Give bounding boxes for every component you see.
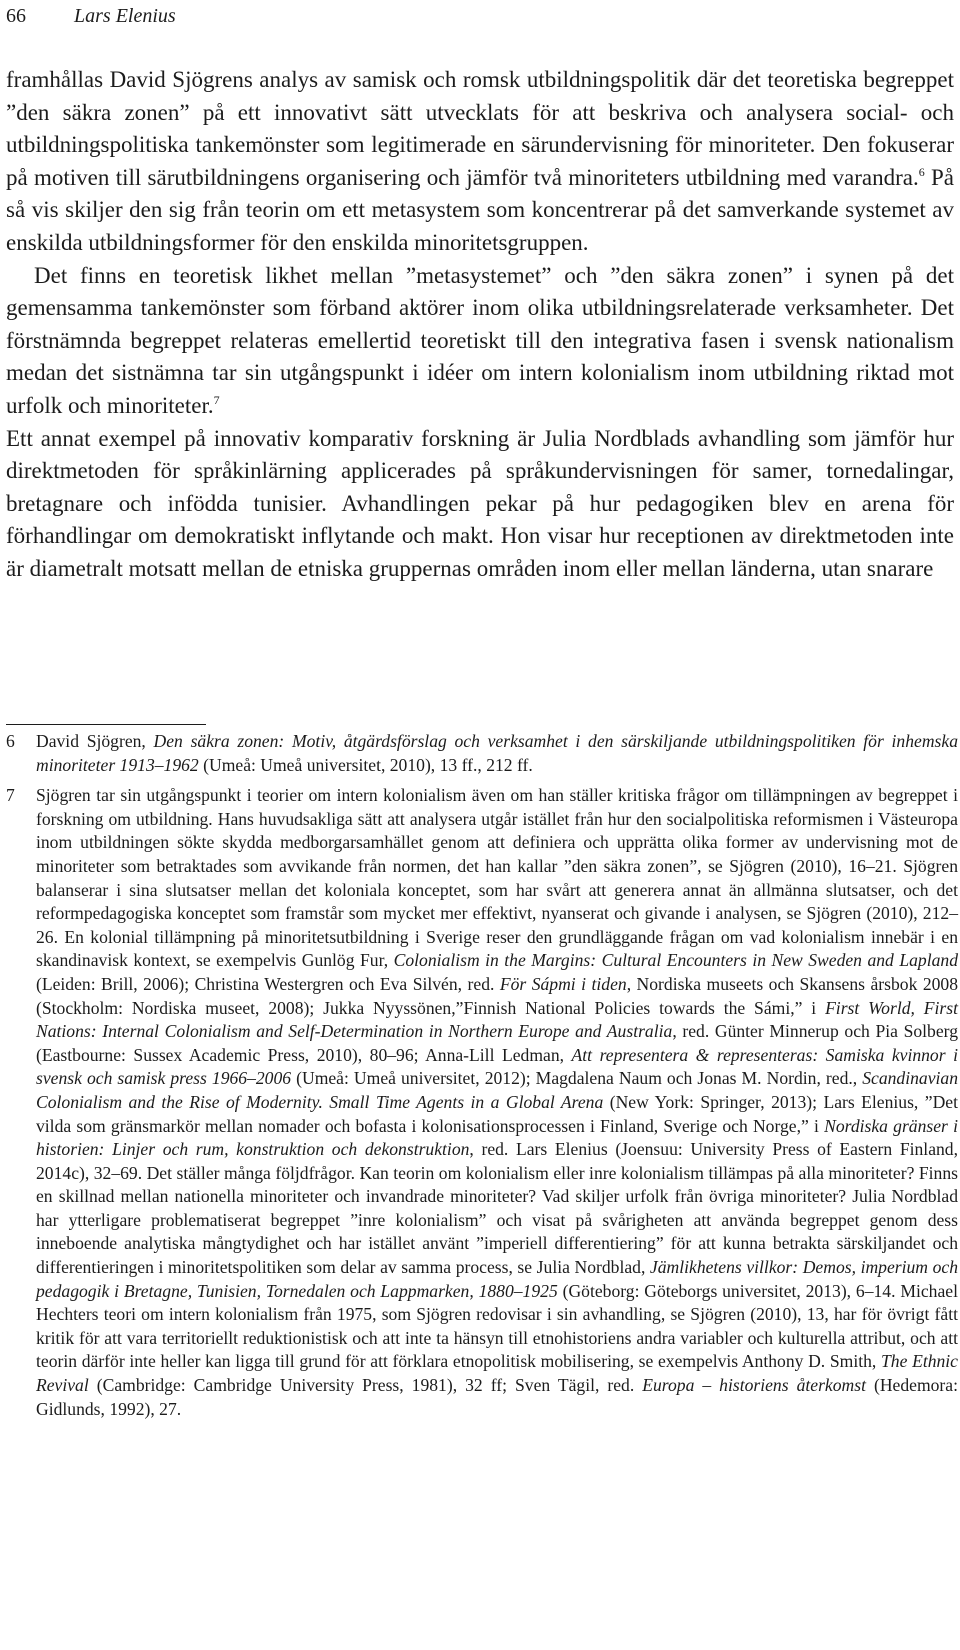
footnote-text: David Sjögren, <box>36 731 154 751</box>
footnote-title: Scandinavian Colonialism and the Rise of Modernity. Small Time Agents in a Global Arena <box>36 1068 958 1112</box>
footnote-title: Colonialism in the Margins: Cultural Encounters in New Sweden and Lapland <box>393 950 958 971</box>
paragraph <box>6 260 954 423</box>
paragraph-text: På så vis skiljer den sig från teorin om ett metasystem som koncentrerar på det samverkande systemet av enskilda utbildningsformer för den enskilda minoritetsgruppen. <box>6 164 955 255</box>
footnote-title: The Ethnic Revival <box>36 1351 958 1396</box>
footnote <box>6 784 958 1421</box>
footnote-text: (Hedemora: Gidlunds, 1992), 27. <box>36 1375 958 1419</box>
footnote-text: , red. Günter Minnerup och Pia Solberg (Eastbourne: Sussex Academic Press, 2010), 80–96; Anna-Lill Ledman, <box>36 1021 958 1065</box>
paragraph-text: framhållas David Sjögrens analys av samisk och romsk utbildningspolitik där det teoretiska begreppet ”den säkra zonen” på ett innovativt sätt utvecklats för att beskriva och analysera social- och utbildningspolitiska tankemönster som legitimerade en särundervisning för minoriteter. Den fokuserar på motiven till särutbildningens organisering och jämför två minoriteters utbildning med varandra. <box>6 67 954 190</box>
footnote-title: Att representera & representeras: Samiska kvinnor i svensk och samisk press 1966–2006 <box>36 1044 958 1089</box>
paragraph <box>6 64 954 260</box>
body-text <box>6 64 954 586</box>
footnote-text: (Umeå: Umeå universitet, 2012); Magdalena Naum och Jonas M. Nordin, red., <box>291 1068 863 1089</box>
page-number: 66 <box>6 5 26 27</box>
footnote-title: Den säkra zonen: Motiv, åtgärdsförslag och verksamhet i den särskiljande utbildningspolitiken för inhemska minoriteter 1913–1962 <box>36 731 958 775</box>
footnote <box>6 730 958 777</box>
footnote-number: 7 <box>6 785 15 806</box>
footnote-text: , red. Lars Elenius (Joensuu: University Press of Eastern Finland, 2014c), 32–69. Det ställer många följdfrågor. Kan teorin om kolonialism eller inre kolonialism tillämpas på alla minoriteter? Finns en skillnad mellan nationella minoriteter och invandrade minoriteter? Vad skiljer urfolk från övriga minoriteter? Julia Nordblad har ytterligare problematiserat begreppet ”inre kolonialism” och visat på svårigheten att använda begreppet genom dess inneboende analytiska mångtydighet och har istället använt ”imperiell differentiering” för att kunna betrakta särskiljandet och differentieringen i minoritetspolitiken som delar av samma process, se Julia Nordblad, <box>36 1139 959 1278</box>
footnotes <box>6 730 958 1421</box>
footnote-separator <box>6 724 206 725</box>
paragraph-text: Ett annat exempel på innovativ komparativ forskning är Julia Nordblads avhandling som jämför hur direktmetoden för språkinlärning applicerades på språkundervisningen för samer, tornedalingar, bretagnare och infödda tunisier. Avhandlingen pekar på hur pedagogiken blev en arena för förhandlingar om demokratiskt inflytande och makt. Hon visar hur receptionen av direktmetoden inte är diametralt motsatt mellan de etniska gruppernas områden inom eller mellan länderna, utan snarare <box>6 425 954 581</box>
footnote-text: (Umeå: Umeå universitet, 2010), 13 ff., 212 ff. <box>198 754 533 775</box>
footnote-reference[interactable]: 6 <box>918 164 925 179</box>
footnote-text: (Göteborg: Göteborgs universitet, 2013), 6–14. Michael Hechters teori om intern kolonialism från 1975, som Sjögren redovisar i sin avhandling, se Sjögren (2010), 13, har för övrigt fått kritik för att vara territoriellt reduktionistisk och att inte ta hänsyn till etnohistoriens andra variabler och kulturella attribut, och att teorin därför inte heller kan ligga till grund för att förklara etnopolitisk mobilisering, se exempelvis Anthony D. Smith, <box>36 1280 958 1372</box>
running-head-author: Lars Elenius <box>74 5 176 27</box>
running-header <box>6 2 176 30</box>
footnote-text: (New York: Springer, 2013); Lars Elenius, ”Det vilda som gränsmarkör mellan nomader och bofasta i kolonisationsprocessen i Finland, Sverige och Norge,” i <box>36 1091 958 1136</box>
footnote-text: , Nordiska museets och Skansens årsbok 2008 (Stockholm: Nordiska museet, 2008); Jukka Nyyssönen,”Finnish National Policies towards the Sámi,” i <box>36 973 959 1018</box>
footnote-text: (Cambridge: Cambridge University Press, 1981), 32 ff; Sven Tägil, red. <box>88 1375 643 1396</box>
paragraph <box>6 423 954 586</box>
footnote-text: (Leiden: Brill, 2006); Christina Westergren och Eva Silvén, red. <box>36 973 500 994</box>
paragraph-text: Det finns en teoretisk likhet mellan ”metasystemet” och ”den säkra zonen” i synen på det gemensamma tankemönster som förband aktörer inom olika utbildningsrelaterade verksamheter. Det förstnämnda begreppet relateras emellertid teoretiskt till den integrativa fasen i svensk nationalism medan det sistnämna tar sin utgångspunkt i idéer om intern kolonialism inom utbildning riktad mot urfolk och minoriteter. <box>6 262 954 418</box>
footnote-text: Sjögren tar sin utgångspunkt i teorier om intern kolonialism även om han ställer kritiska frågor om tillämpningen av begreppet i forskning om utbildning. Hans huvudsakliga sätt att analysera utgår istället från hur den socialpolitiska reformismen i Västeuropa inom utbildningen sökte skydda medborgarsamhället genom att definiera och upprätta olika former av undervisning mot de minoriteter som betraktades som avvikande från normen, det han kallar ”den säkra zonen”, se Sjögren (2010), 16–21. Sjögren balanserar i sina slutsatser mellan det koloniala konceptet, som har svårt att generera annat än allmänna slutsatser, och det reformpedagogiska konceptet som framstår som mycket mer effektivt, nyanserat och givande i analysen, se Sjögren (2010), 212–26. En kolonial tillämpning på minoritetsutbildning i Sverige reser den grundläggande frågan om vad kolonialism innebär i en skandinavisk kontext, se exempelvis Gunlög Fur, <box>36 785 958 971</box>
footnote-title: För Sápmi i tiden <box>499 973 627 994</box>
footnote-number: 6 <box>6 731 15 751</box>
footnote-title: First World, First Nations: Internal Colonialism and Self-Determination in Northern Europe and Australia <box>36 997 958 1042</box>
footnote-title: Europa – historiens återkomst <box>642 1375 866 1396</box>
footnote-reference[interactable]: 7 <box>213 392 220 407</box>
footnote-title: Jämlikhetens villkor: Demos, imperium och pedagogik i Bretagne, Tunisien, Tornedalen och Lappmarken, 1880–1925 <box>36 1257 958 1301</box>
footnote-title: Nordiska gränser i historien: Linjer och rum, konstruktion och dekonstruktion <box>36 1115 958 1160</box>
